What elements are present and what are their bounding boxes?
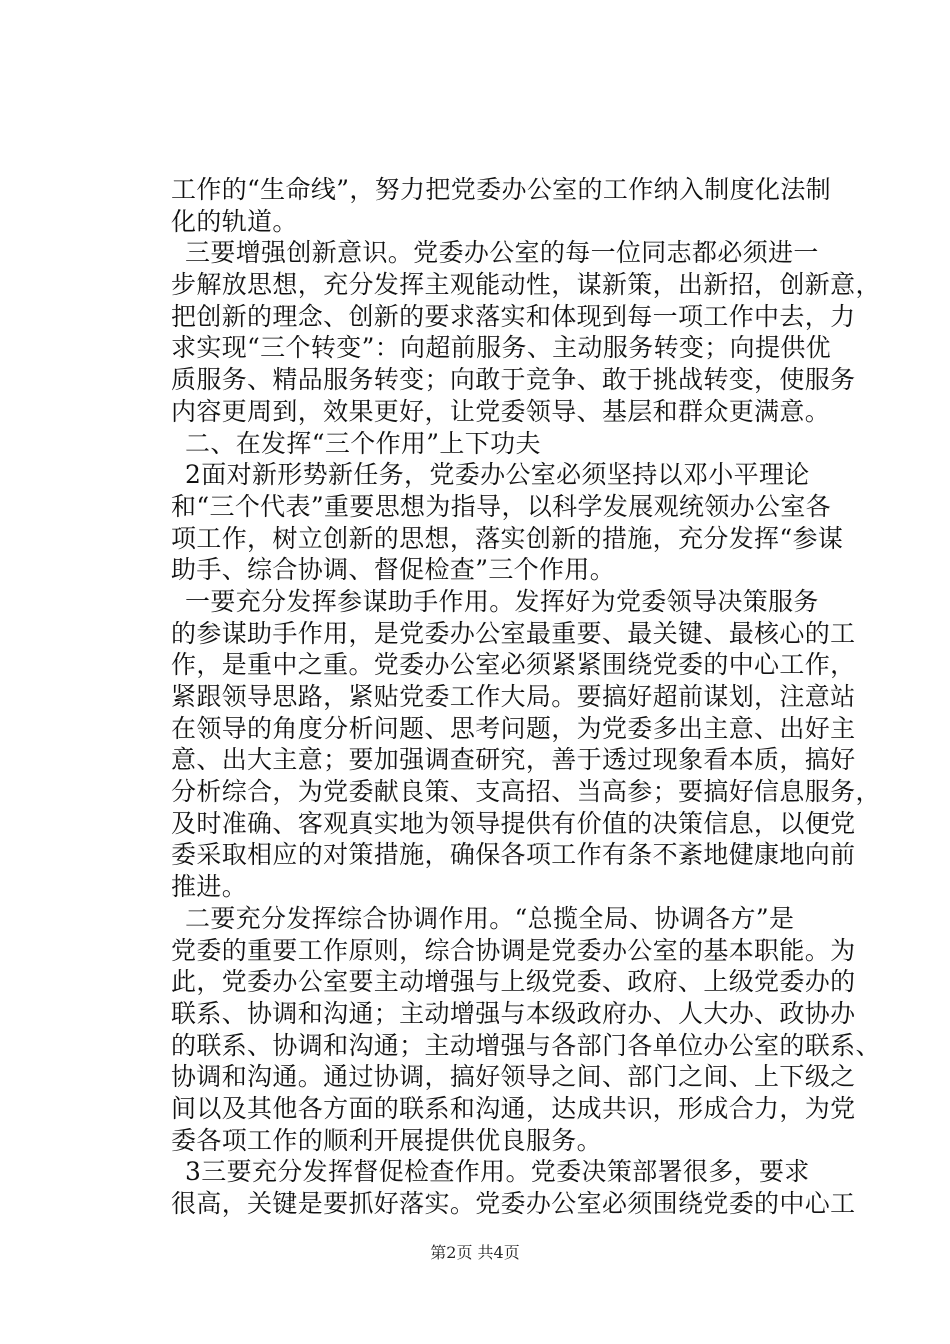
text-line: 联系、协调和沟通；主动增强与本级政府办、人大办、政协办 [171, 998, 856, 1028]
text-line: 步解放思想，充分发挥主观能动性，谋新策，出新招，创新意， [171, 270, 881, 300]
text-line: 的参谋助手作用，是党委办公室最重要、最关键、最核心的工 [171, 618, 856, 648]
text-line: 作，是重中之重。党委办公室必须紧紧围绕党委的中心工作， [171, 650, 856, 680]
text-line: 分析综合，为党委献良策、支高招、当高参；要搞好信息服务， [171, 777, 881, 807]
text-line: 一要充分发挥参谋助手作用。发挥好为党委领导决策服务 [185, 586, 819, 616]
text-line: 化的轨道。 [171, 206, 298, 236]
text-line: 间以及其他各方面的联系和沟通，达成共识，形成合力，为党 [171, 1093, 856, 1123]
text-line: 二要充分发挥综合协调作用。“总揽全局、协调各方”是 [185, 903, 795, 933]
text-line: 很高，关键是要抓好落实。党委办公室必须围绕党委的中心工 [171, 1189, 856, 1218]
text-line: 紧跟领导思路，紧贴党委工作大局。要搞好超前谋划，注意站 [171, 682, 856, 711]
text-line: 和“三个代表”重要思想为指导，以科学发展观统领办公室各 [171, 491, 832, 521]
text-line: 党委的重要工作原则，综合协调是党委办公室的基本职能。为 [171, 935, 856, 965]
text-line: 推进。 [171, 872, 248, 902]
text-line: 内容更周到，效果更好，让党委领导、基层和群众更满意。 [171, 396, 831, 426]
text-line: 2面对新形势新任务，党委办公室必须坚持以邓小平理论 [185, 460, 810, 490]
text-line: 此，党委办公室要主动增强与上级党委、政府、上级党委办的 [171, 967, 856, 997]
text-line: 3三要充分发挥督促检查作用。党委决策部署很多，要求 [185, 1157, 810, 1187]
text-line: 三要增强创新意识。党委办公室的每一位同志都必须进一 [185, 238, 819, 268]
text-line: 及时准确、客观真实地为领导提供有价值的决策信息，以便党 [171, 808, 856, 838]
text-line: 的联系、协调和沟通；主动增强与各部门各单位办公室的联系、 [171, 1030, 881, 1060]
document-body [171, 174, 881, 1220]
section-heading: 二、在发挥“三个作用”上下功夫 [185, 428, 541, 458]
text-line: 把创新的理念、创新的要求落实和体现到每一项工作中去，力 [171, 301, 856, 331]
text-line: 质服务、精品服务转变；向敢于竞争、敢于挑战转变，使服务 [171, 365, 856, 395]
text-line: 助手、综合协调、督促检查”三个作用。 [171, 555, 616, 585]
text-line: 意、出大主意；要加强调查研究，善于透过现象看本质，搞好 [171, 745, 856, 775]
text-line: 工作的“生命线”，努力把党委办公室的工作纳入制度化法制 [171, 175, 832, 204]
text-line: 委采取相应的对策措施，确保各项工作有条不紊地健康地向前 [171, 840, 856, 870]
text-line: 委各项工作的顺利开展提供优良服务。 [171, 1125, 602, 1155]
text-line: 协调和沟通。通过协调，搞好领导之间、部门之间、上下级之 [171, 1062, 856, 1092]
page-footer: 第2页 共4页 [430, 1243, 520, 1262]
text-line: 在领导的角度分析问题、思考问题，为党委多出主意、出好主 [171, 713, 856, 743]
text-line: 求实现“三个转变”：向超前服务、主动服务转变；向提供优 [171, 333, 832, 363]
text-line: 项工作，树立创新的思想，落实创新的措施，充分发挥“参谋 [171, 523, 844, 553]
